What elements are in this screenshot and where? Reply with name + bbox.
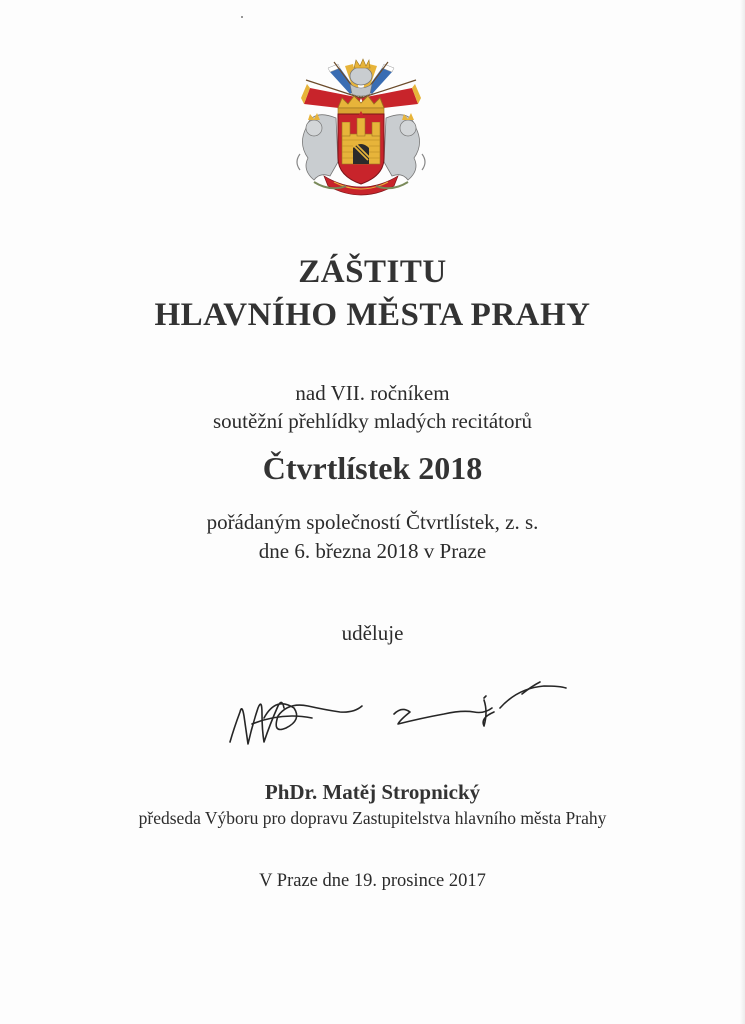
event-name: Čtvrtlístek 2018 <box>262 450 483 486</box>
organizer-line-2: dne 6. března 2018 v Praze <box>258 539 487 563</box>
issue-date-line: V Praze dne 19. prosince 2017 <box>259 871 486 891</box>
subject-line-2: soutěžní přehlídky mladých recitátorů <box>213 409 532 433</box>
left-lion-supporter-icon <box>297 113 338 180</box>
prague-coat-of-arms-emblem <box>290 58 432 198</box>
scan-speck <box>241 16 243 18</box>
organizer-line-1: pořádaným společností Čtvrtlístek, z. s. <box>206 510 539 534</box>
right-lion-supporter-icon <box>384 113 425 180</box>
title-line-1: ZÁŠTITU <box>298 254 447 290</box>
signatory-name: PhDr. Matěj Stropnický <box>264 780 481 804</box>
crest-lion-icon <box>350 59 372 96</box>
title-line-2: HLAVNÍHO MĚSTA PRAHY <box>154 297 591 333</box>
subject-line-1: nad VII. ročníkem <box>295 381 450 405</box>
handwritten-signature <box>222 668 572 750</box>
grants-verb: uděluje <box>341 621 404 645</box>
signatory-role: předseda Výboru pro dopravu Zastupitelstva hlavního města Prahy <box>138 808 607 828</box>
